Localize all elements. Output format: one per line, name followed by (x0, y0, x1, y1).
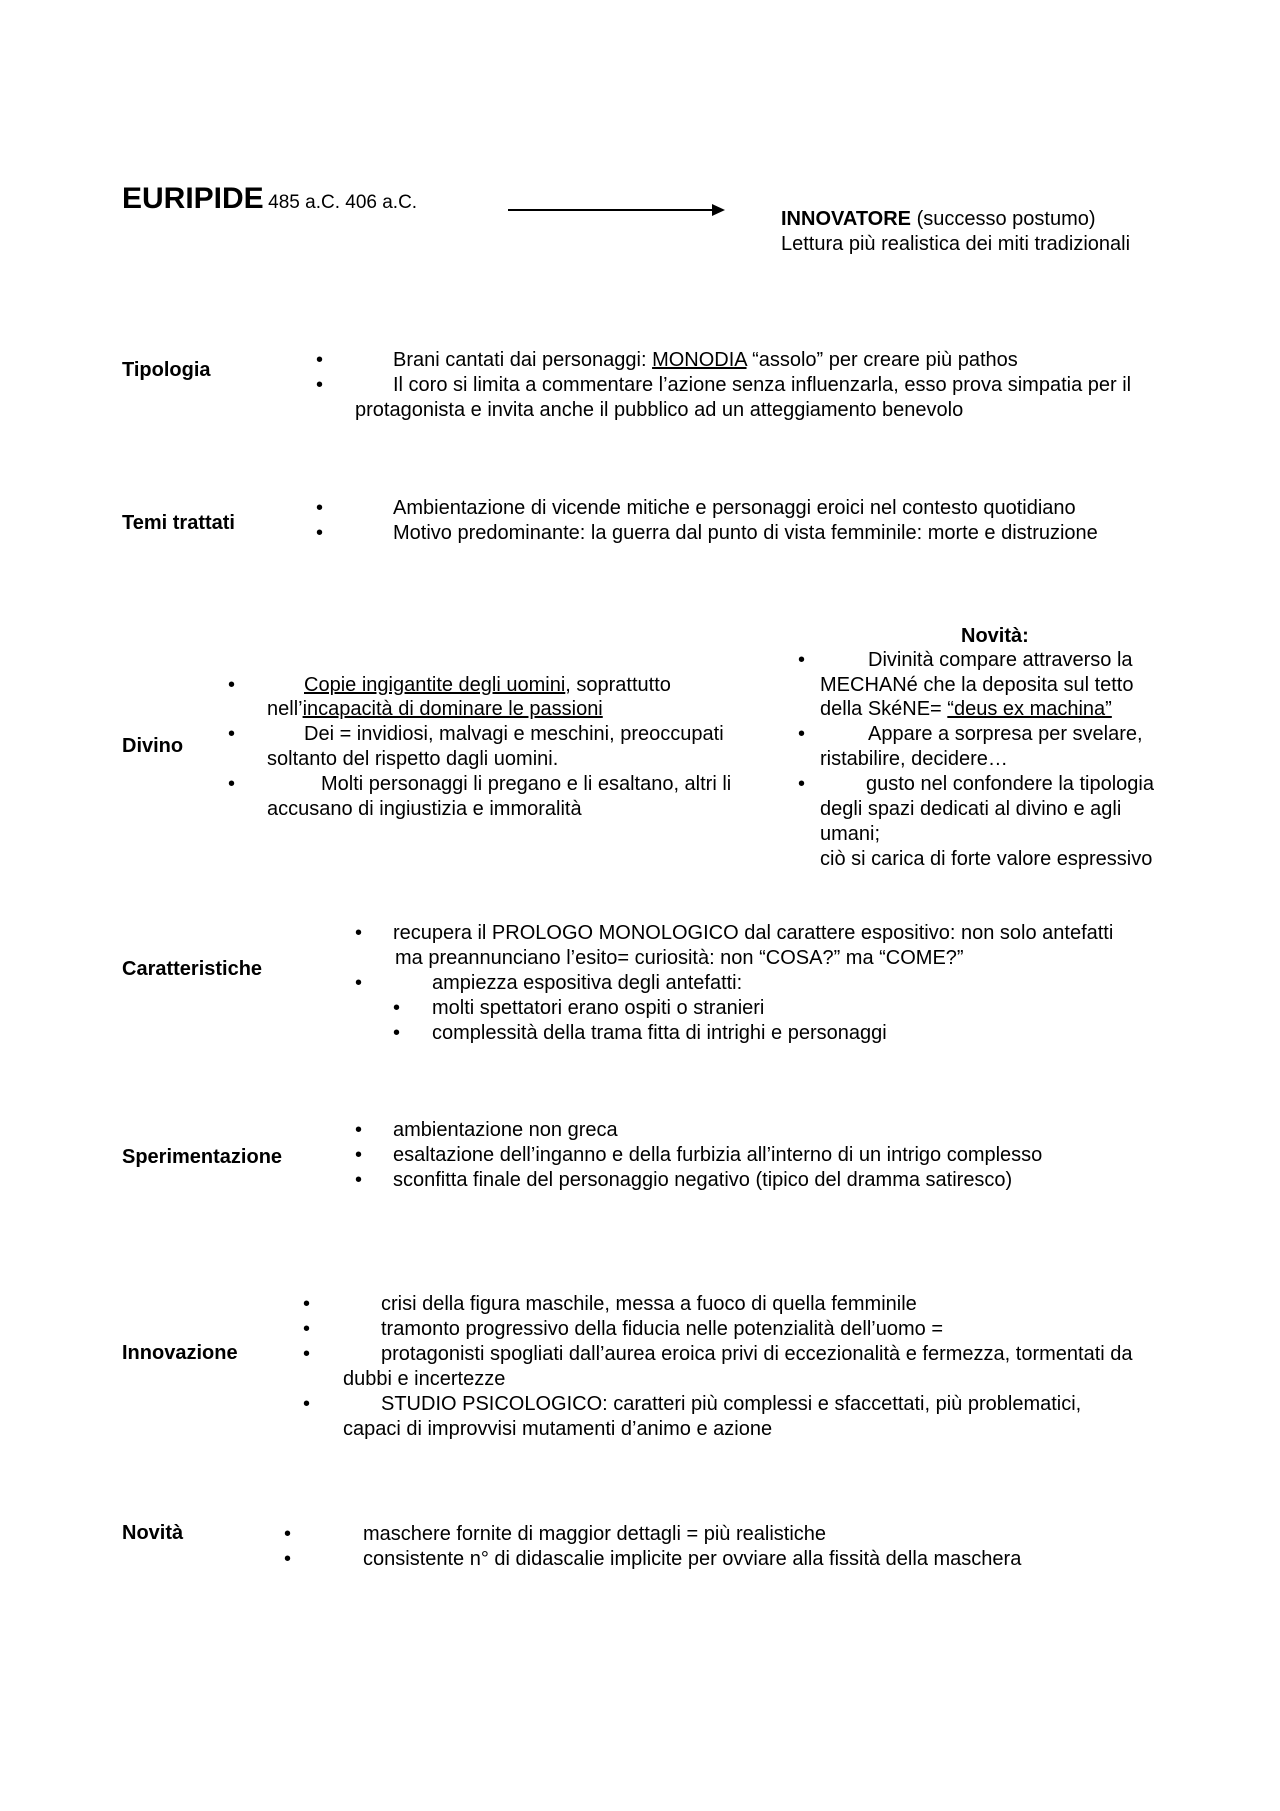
section-label-tipologia: Tipologia (122, 359, 211, 381)
bullet-icon: • (798, 723, 806, 745)
list-item: ambientazione non greca (393, 1119, 618, 1141)
list-item-continuation: accusano di ingiustizia e immoralità (267, 798, 582, 820)
list-item: complessità della trama fitta di intrighi e personaggi (432, 1022, 887, 1044)
list-item-continuation: soltanto del rispetto dagli uomini. (267, 748, 559, 770)
bullet-icon: • (316, 522, 324, 544)
list-item: Dei = invidiosi, malvagi e meschini, preoccupati (304, 723, 724, 745)
innovator-label: INNOVATORE (781, 208, 912, 230)
section-label-innovazione: Innovazione (122, 1342, 238, 1364)
list-item-continuation: ciò si carica di forte valore espressivo (820, 848, 1153, 870)
monodia-term: MONODIA (652, 349, 747, 371)
bullet-icon: • (284, 1523, 292, 1545)
list-item: Brani cantati dai personaggi: MONODIA “assolo” per creare più pathos (393, 349, 1018, 371)
list-item: consistente n° di didascalie implicite per ovviare alla fissità della maschera (363, 1548, 1022, 1570)
list-item: Molti personaggi li pregano e li esaltano, altri li (321, 773, 732, 795)
section-label-divino: Divino (122, 735, 184, 757)
list-item-continuation: degli spazi dedicati al divino e agli (820, 798, 1122, 820)
bullet-icon: • (303, 1293, 311, 1315)
list-item: Motivo predominante: la guerra dal punto di vista femminile: morte e distruzione (393, 522, 1098, 544)
list-item: recupera il PROLOGO MONOLOGICO dal carattere espositivo: non solo antefatti (393, 922, 1114, 944)
bullet-icon: • (228, 773, 236, 795)
list-item-continuation: capaci di improvvisi mutamenti d’animo e azione (343, 1418, 773, 1440)
list-item: tramonto progressivo della fiducia nelle potenzialità dell’uomo = (381, 1318, 943, 1340)
deus-ex-machina-term: “deus ex machina” (947, 698, 1112, 720)
bullet-icon: • (355, 1119, 363, 1141)
bullet-icon: • (228, 723, 236, 745)
list-item: ampiezza espositiva degli antefatti: (432, 972, 743, 994)
list-item: crisi della figura maschile, messa a fuoco di quella femminile (381, 1293, 917, 1315)
bullet-icon: • (355, 1169, 363, 1191)
list-item-continuation: dubbi e incertezze (343, 1368, 506, 1390)
bullet-icon: • (303, 1393, 311, 1415)
bullet-icon: • (303, 1343, 311, 1365)
list-item: Ambientazione di vicende mitiche e personaggi eroici nel contesto quotidiano (393, 497, 1076, 519)
list-item: gusto nel confondere la tipologia (866, 773, 1154, 795)
list-item-continuation: ristabilire, decidere… (820, 748, 1008, 770)
page-title: EURIPIDE (122, 182, 264, 215)
innovator-block (781, 207, 1130, 257)
bullet-icon: • (228, 674, 236, 696)
list-item-continuation: ma preannunciano l’esito= curiosità: non “COSA?” ma “COME?” (395, 947, 964, 969)
list-item: sconfitta finale del personaggio negativo (tipico del dramma satiresco) (393, 1169, 1013, 1191)
list-item: Il coro si limita a commentare l’azione senza influenzarla, esso prova simpatia per il (393, 374, 1132, 396)
bullet-icon: • (798, 649, 806, 671)
bullet-icon: • (316, 374, 324, 396)
list-item: Copie ingigantite degli uomini, soprattutto (304, 674, 671, 696)
list-item-continuation: della SkéNE= “deus ex machina” (820, 698, 1112, 720)
list-item-continuation: umani; (820, 823, 881, 845)
section-label-temi: Temi trattati (122, 512, 235, 534)
page-header (122, 182, 417, 216)
bullet-icon: • (798, 773, 806, 795)
innovator-note: (successo postumo) (916, 208, 1096, 230)
bullet-icon: • (355, 972, 363, 994)
list-item: STUDIO PSICOLOGICO: caratteri più complessi e sfaccettati, più problematici, (381, 1393, 1082, 1415)
bullet-icon: • (316, 497, 324, 519)
novita-heading: Novità: (961, 625, 1029, 647)
section-label-novita: Novità (122, 1522, 184, 1544)
list-item: protagonisti spogliati dall’aurea eroica privi di eccezionalità e fermezza, tormentati da (381, 1343, 1133, 1365)
bullet-icon: • (316, 349, 324, 371)
list-item: Divinità compare attraverso la (868, 649, 1133, 671)
list-item-continuation: protagonista e invita anche il pubblico ad un atteggiamento benevolo (355, 399, 964, 421)
list-item: esaltazione dell’inganno e della furbizia all’interno di un intrigo complesso (393, 1144, 1043, 1166)
list-item-continuation: MECHANé che la deposita sul tetto (820, 674, 1134, 696)
author-dates: 485 a.C. 406 a.C. (268, 192, 418, 213)
bullet-icon: • (393, 1022, 401, 1044)
list-item: maschere fornite di maggior dettagli = più realistiche (363, 1523, 827, 1545)
list-item: Appare a sorpresa per svelare, (868, 723, 1143, 745)
list-item: molti spettatori erano ospiti o stranieri (432, 997, 765, 1019)
section-label-sperimentazione: Sperimentazione (122, 1146, 283, 1168)
bullet-icon: • (355, 1144, 363, 1166)
bullet-icon: • (284, 1548, 292, 1570)
bullet-icon: • (355, 922, 363, 944)
arrow-right-icon (508, 202, 726, 218)
bullet-icon: • (303, 1318, 311, 1340)
reading-note: Lettura più realistica dei miti tradizionali (781, 233, 1131, 255)
list-item-continuation: nell’incapacità di dominare le passioni (267, 698, 603, 720)
bullet-icon: • (393, 997, 401, 1019)
section-label-caratteristiche: Caratteristiche (122, 958, 263, 980)
